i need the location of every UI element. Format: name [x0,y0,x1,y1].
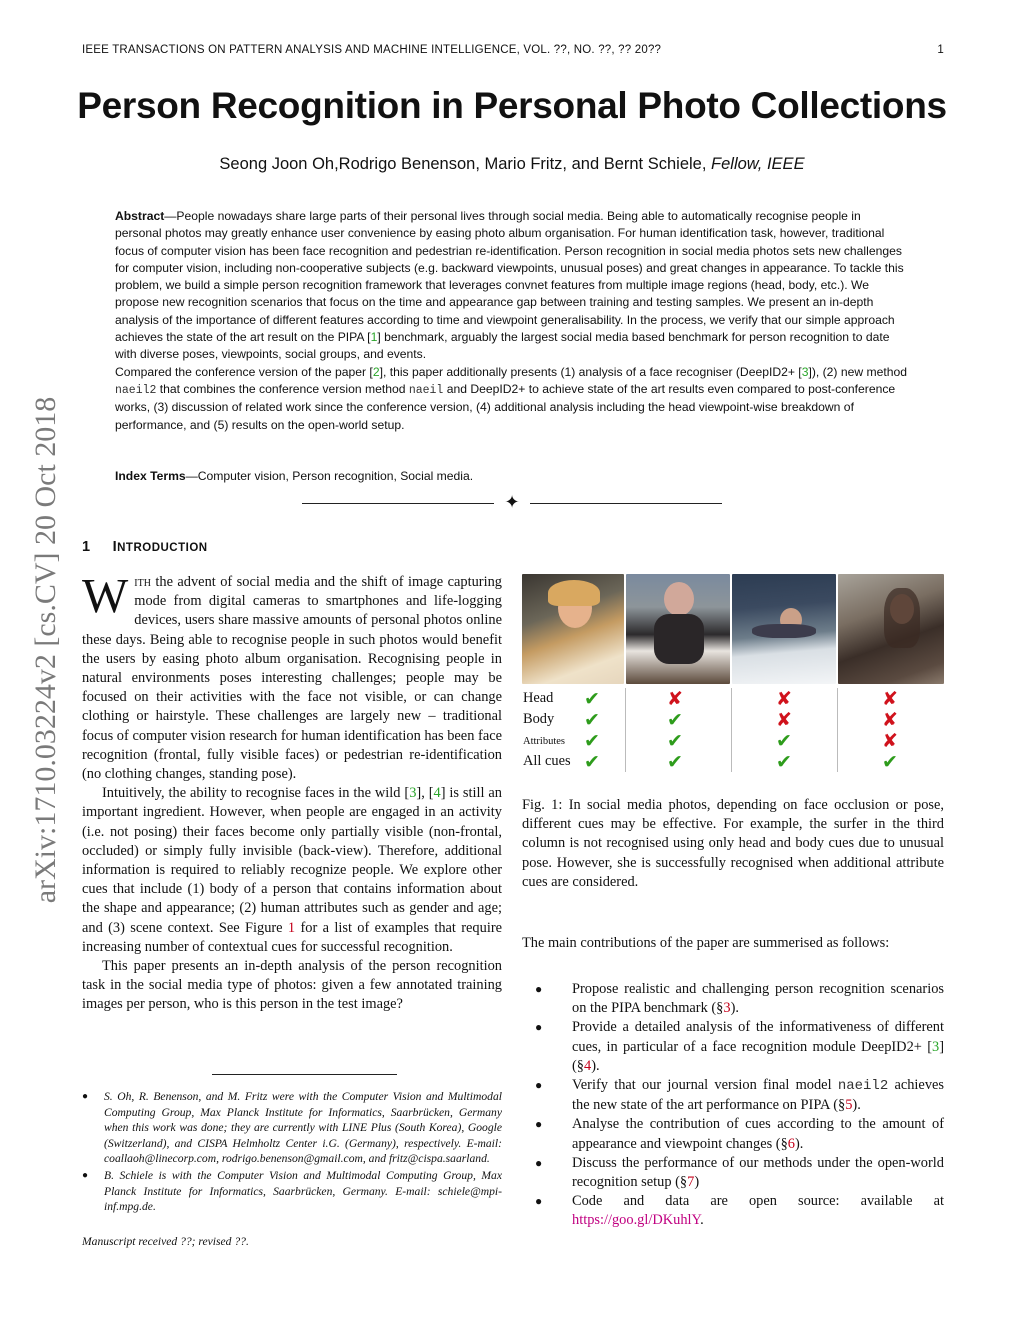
cue-label: Attributes [523,736,565,747]
authors-fellow: Fellow, IEEE [711,155,805,173]
bullet-dot: ● [82,1091,89,1102]
section-number: 1 [82,539,91,555]
contributions-list [522,980,944,1231]
cross-icon: ✘ [882,730,898,752]
contribution-text: ). [794,1135,804,1152]
bullet-dot: ● [535,1117,543,1132]
abstract-text-2d: that combines the conference version method [156,381,409,396]
intro-paragraph-3 [82,957,502,1015]
intro-text-1: the advent of social media and the shift of image capturing mode from digital cameras to smartphones and life-logging devices, users share massive amounts of personal photos online these days. Being able to recognise people in such photos would benefit the users by easing photo album organisation. Recognising people in natural environments poses interesting challenges; people may be focused on their activities with the face not visible, or can change clothing or hairstyle. These challenges are largely new – traditional focus of computer vision research for human identification has been face recognition (frontal, fully visible faces) or pedestrian re-identification (no clothing changes, standing pose). [82,574,502,783]
index-terms-text: —Computer vision, Person recognition, Social media. [185,469,474,483]
bullet-dot: ● [535,1194,543,1209]
intro-text-2c: ] is still an important ingredient. However, when people are engaged in an activity (i.e. not posing) their faces become only partially visible (non-frontal, occluded) or simply fully invisible (back-view). Therefore, additional information is required to reliably recognize people. We explore other cues that include (1) body of a person that contains information about the shape and appearance; (2) human attributes such as gender and age; and (3) scene context. See Figure [82,785,502,936]
figure-1-caption: Fig. 1: In social media photos, depending on face occlusion or pose, different cues may be effective. For example, the surfer in the third column is not recognised using only head and body cues due to unusual pose. However, she is successfully recognised when additional attribute cues are considered. [522,797,944,890]
section-heading-introduction [82,539,208,555]
footnote-text-2: B. Schiele is with the Computer Vision and Multimodal Computing Group, Max Planck Institute for Informatics, Saarbrücken, Germany. E-mail: schiele@mpi-inf.mpg.de. [104,1168,502,1214]
citation-link-3[interactable]: 3 [801,364,809,379]
method-name-naeil2: naeil2 [115,383,157,397]
authors-names: Seong Joon Oh,Rodrigo Benenson, Mario Fritz, and Bernt Schiele, [219,155,707,173]
checkmark-icon: ✔ [667,709,683,731]
paper-title: Person Recognition in Personal Photo Collections [77,85,947,126]
cross-icon: ✘ [882,688,898,710]
cue-label: Body [523,711,555,727]
citation-link-3b[interactable]: 3 [409,785,417,802]
contribution-item [522,1192,944,1230]
cross-icon: ✘ [882,709,898,731]
section-link-3[interactable]: 3 [723,1000,731,1017]
page-number: 1 [937,44,944,56]
method-name-naeil: naeil [408,383,444,397]
contribution-text: Propose realistic and challenging person recognition scenarios on the PIPA benchmark (§ [572,981,944,1017]
section-link-6[interactable]: 6 [787,1135,795,1152]
abstract-paragraph-2 [115,364,910,434]
index-terms [115,469,910,483]
figure-1-cue-table [522,688,944,772]
contribution-text: ] (§ [572,1038,944,1074]
contribution-item [522,1115,944,1153]
cue-row-attributes [522,731,944,752]
contribution-item [522,980,944,1018]
divider-ornament: ✦ [504,492,520,512]
checkmark-icon: ✔ [882,751,898,773]
dropcap: W [82,568,129,623]
intro-text-2b: ], [ [416,785,434,802]
running-title: IEEE TRANSACTIONS ON PATTERN ANALYSIS AND MACHINE INTELLIGENCE, VOL. ??, NO. ??, ?? 20?? [82,44,662,56]
citation-link-2[interactable]: 2 [372,364,380,379]
section-link-4[interactable]: 4 [584,1057,592,1074]
contribution-text: Analyse the contribution of cues according to the amount of appearance and viewpoint changes (§ [572,1116,944,1152]
divider-right [530,503,722,504]
cue-label: All cues [523,753,571,769]
dropcap-rest: ith [134,574,151,590]
contribution-text: ) [694,1174,700,1191]
dress-shape [654,614,704,664]
intro-text-2a: Intuitively, the ability to recognise faces in the wild [ [102,785,410,802]
abstract [115,208,910,434]
manuscript-note: Manuscript received ??; revised ??. [82,1235,249,1248]
checkmark-icon: ✔ [584,751,600,773]
column-separator [837,688,838,772]
cue-label: Head [523,690,554,706]
hair-shape [548,580,600,606]
intro-body [82,568,502,1015]
surfer-body-shape [752,624,816,638]
footnote-affiliation-1 [82,1089,502,1167]
contribution-text: achieves the new state of the art performance on PIPA (§ [572,1077,945,1114]
abstract-text-2e: and DeepID2+ to achieve state of the art results even compared to post-conference works, (3) discussion of related work since the conference version, (4) additional analysis including the head viewpoint-wise breakdown of performance, and (5) results on the open-world setup. [115,381,896,432]
footnote-rule [212,1074,397,1075]
contribution-text: ). [591,1057,600,1074]
code-data-link[interactable]: https://goo.gl/DKuhlY [572,1212,701,1229]
abstract-text-1b: ] benchmark, arguably the largest social media based benchmark for person recognition to date with diverse poses, viewpoints, social groups, and events. [115,330,890,362]
arxiv-stamp-text: arXiv:1710.03224v2 [cs.CV] 20 Oct 2018 [29,396,62,904]
bullet-dot: ● [535,1020,543,1035]
photo-surfer [732,574,836,684]
contributions-intro: The main contributions of the paper are summerised as follows: [522,935,890,951]
checkmark-icon: ✔ [667,730,683,752]
photo-smiling-woman [522,574,624,684]
abstract-text-2b: ], this paper additionally presents (1) analysis of a face recogniser (DeepID2+ [ [379,364,802,379]
abstract-text-2a: Compared the conference version of the paper [ [115,364,373,379]
checkmark-icon: ✔ [776,730,792,752]
abstract-dash: — [164,209,177,223]
bullet-dot: ● [82,1169,89,1181]
cue-row-all-cues [522,752,944,773]
contribution-item [522,1018,944,1076]
checkmark-icon: ✔ [584,730,600,752]
footnote-affiliation-2 [82,1168,502,1215]
bullet-dot: ● [535,1078,543,1093]
cross-icon: ✘ [667,688,683,710]
contribution-text: ). [852,1097,861,1114]
checkmark-icon: ✔ [584,709,600,731]
section-link-7[interactable]: 7 [687,1174,695,1191]
footnotes [82,1089,502,1216]
citation-link-1[interactable]: 1 [370,330,378,345]
photo-child-back [626,574,730,684]
intro-text-3: This paper presents an in-depth analysis of the person recognition task in the social media type of photos: given a few annotated training images per person, who is this person in the test image? [82,958,502,1013]
blurred-face-shape [664,582,694,616]
abstract-paragraph-1 [115,208,910,364]
checkmark-icon: ✔ [776,751,792,773]
contribution-text: Verify that our journal version final model [572,1077,838,1094]
bullet-dot: ● [535,982,543,996]
contribution-text: Provide a detailed analysis of the informativeness of different cues, in particular of a face recognition module DeepID2+ [ [572,1019,944,1055]
cue-row-head [522,689,944,710]
column-separator [625,688,626,772]
abstract-text-2c: ]), (2) new method [808,364,907,379]
contribution-text: Discuss the performance of our methods under the open-world recognition setup (§ [572,1154,944,1191]
cross-icon: ✘ [776,688,792,710]
column-separator [731,688,732,772]
intro-paragraph-1 [82,568,502,784]
citation-link-4[interactable]: 4 [433,785,441,802]
method-name-naeil2: naeil2 [837,1078,889,1095]
contribution-item [522,1154,944,1192]
running-header [82,44,944,64]
figure-link-1[interactable]: 1 [287,919,296,936]
contribution-text: . [700,1212,704,1229]
bullet-dot: ● [535,1155,543,1170]
hair-shape [884,588,920,648]
cross-icon: ✘ [776,709,792,731]
checkmark-icon: ✔ [667,751,683,773]
photo-woman-sitting [838,574,944,684]
index-terms-label: Index Terms [115,469,186,483]
abstract-text-1a: People nowadays share large parts of their personal lives through social media. Being able to automatically recognise people in personal photos may greatly enhance user convenience by easing photo album organisation. For human identification task, however, traditional focus of computer vision has been face recognition and pedestrian re-identification. Person recognition in social media photos sets new challenges for computer vision, including non-cooperative subjects (e.g. backward viewpoints, unusual poses) and great changes in appearance. To tackle this problem, we build a simple person recognition framework that leverages convnet features from multiple image regions (head, body, etc.). We propose new recognition scenarios that focus on the time and appearance gap between training and testing samples. We present an in-depth analysis of the importance of different features according to time and viewpoint generalisability. In the process, we verify that our simple approach achieves the state of the art result on the PIPA [ [115,209,904,345]
section-link-5[interactable]: 5 [845,1097,853,1114]
checkmark-icon: ✔ [584,688,600,710]
citation-link-3c[interactable]: 3 [932,1038,940,1055]
author-list [40,155,984,174]
figure-1-photos [522,574,944,684]
divider-left [302,503,494,504]
contribution-item [522,1076,944,1115]
section-title-initial: I [112,539,118,555]
footnote-text-1: S. Oh, R. Benenson, and M. Fritz were with the Computer Vision and Multimodal Computing Group, Max Planck Institute for Informatics, Saarbrücken, Germany when this work was done; they are currently with LINE Plus (South Korea), Google (Switzerland), and CISPA Helmholtz Center i.G. (Germany), respectively. E-mail: coallaoh@linecorp.com, rodrigo.benenson@gmail.com, and fritz@cispa.saarland. [104,1090,502,1166]
intro-paragraph-2 [82,784,502,957]
cue-row-body [522,710,944,731]
section-title-rest: NTRODUCTION [117,542,208,554]
intro-text-2d: for a list of examples that require increasing number of contextual cues for successful recognition. [82,919,502,955]
abstract-label: Abstract [115,209,165,223]
contribution-text: Code and data are open source: available at [572,1193,944,1210]
contribution-text: ). [730,1000,739,1017]
